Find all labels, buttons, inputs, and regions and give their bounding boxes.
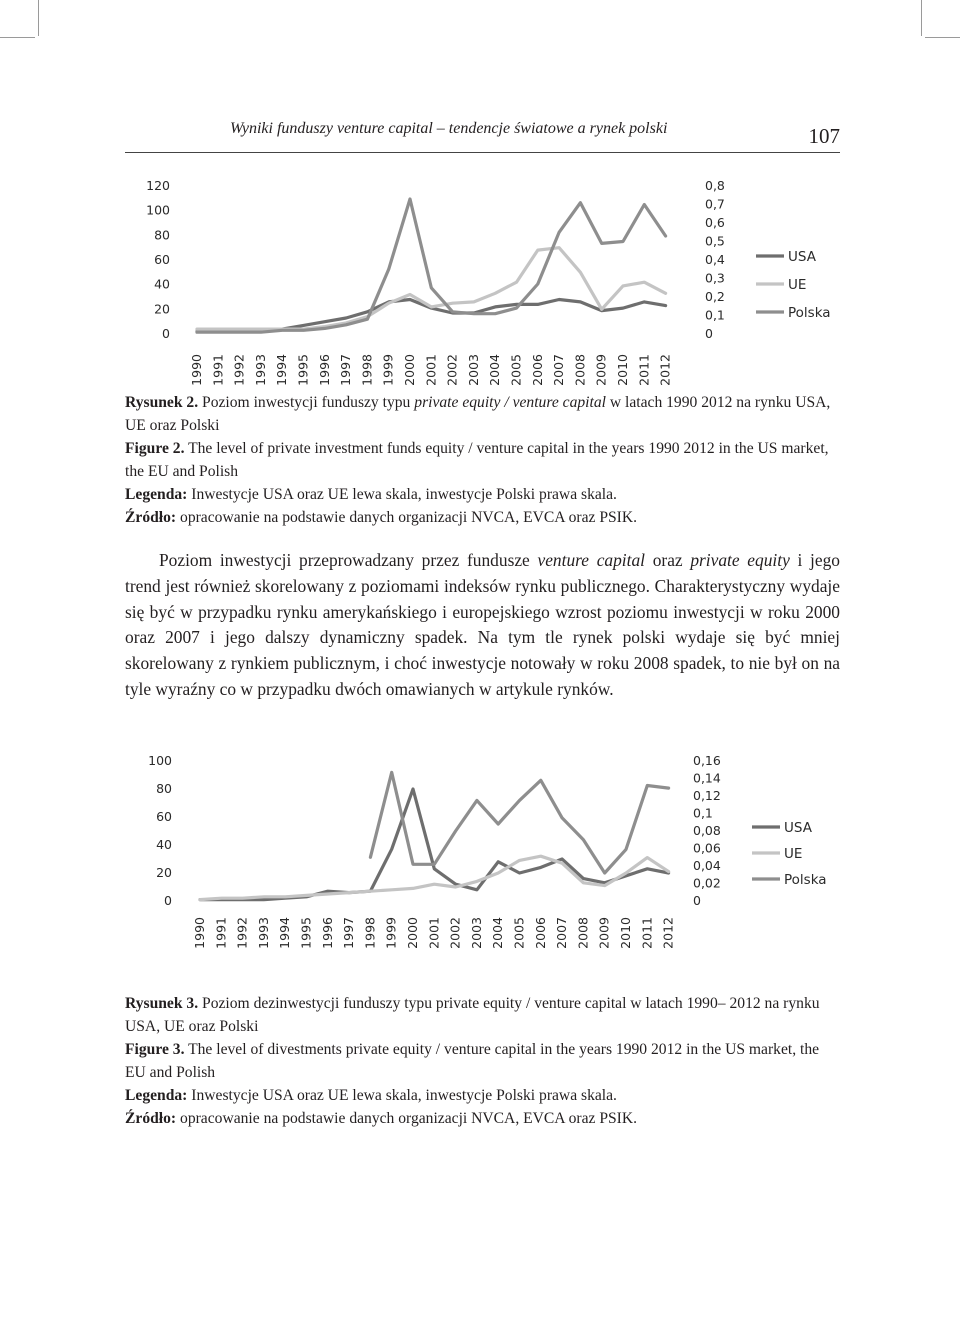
- right-axis-tick-label: 0,1: [705, 307, 725, 323]
- x-axis-tick-label: 2011: [636, 354, 652, 386]
- figure-3-caption-pl: [125, 992, 840, 1038]
- x-axis-tick-label: 1990: [192, 917, 207, 949]
- page-number: 107: [808, 124, 840, 148]
- figure-2-source: [125, 506, 840, 529]
- body-text-span: i jego trend jest również skorelowany z poziomami indeksów rynku publicznego. Charakterystyczny wydaje się być w przypadku rynku amerykańskiego i europejskiego wzrost poziomu inwestycji w roku 2000 oraz 2007 i jego dalszy dynamiczny spadek. Na tym tle rynek polski wydaje się być mniej skorelowany z rynkiem publicznym, i choć inwestycje notowały w roku 2008 spadek, to nie był on na tyle wyraźny co w przypadku dwóch omawianych w artykule rynków.: [125, 550, 840, 699]
- x-axis-tick-label: 2006: [529, 354, 545, 386]
- right-axis-tick-label: 0,14: [693, 770, 721, 786]
- x-axis-tick-label: 2000: [405, 917, 420, 949]
- caption-text: Inwestycje USA oraz UE lewa skala, inwestycje Polski prawa skala.: [187, 1087, 617, 1104]
- caption-text: w latach 1990 2012 na rynku USA, UE oraz Polski: [125, 394, 831, 434]
- figure-2-svg: [0, 170, 960, 390]
- x-axis-tick-label: 2009: [593, 354, 609, 386]
- x-axis-tick-label: 2004: [490, 917, 506, 949]
- left-axis-tick-label: 0: [162, 326, 170, 341]
- x-axis-tick-label: 2001: [423, 354, 439, 386]
- left-axis-tick-label: 60: [154, 252, 170, 267]
- crop-mark: [0, 37, 35, 38]
- figure-3-legend-note: [125, 1084, 840, 1107]
- right-axis-tick-label: 0,3: [705, 270, 725, 286]
- series-line-polska: [197, 199, 666, 332]
- right-axis-tick-label: 0: [693, 893, 701, 908]
- legend-label-ue: UE: [788, 277, 807, 293]
- x-axis-tick-label: 1994: [274, 354, 290, 386]
- legend-label-polska: Polska: [784, 872, 827, 888]
- caption-text-italic: private equity / venture capital: [414, 394, 606, 411]
- x-axis-tick-label: 1994: [277, 917, 293, 949]
- right-axis-tick-label: 0,08: [693, 823, 721, 838]
- caption-label: Rysunek 3.: [125, 995, 199, 1012]
- x-axis-tick-label: 1997: [341, 917, 357, 949]
- body-text-span: Poziom inwestycji przeprowadzany przez fundusze: [159, 550, 538, 570]
- crop-mark: [921, 0, 922, 36]
- running-header: [125, 118, 840, 153]
- caption-text: The level of private investment funds equity / venture capital in the years 1990 2012 in the US market, the EU and Polish: [125, 440, 829, 480]
- right-axis-tick-label: 0,8: [705, 178, 725, 193]
- x-axis-tick-label: 1991: [210, 354, 226, 386]
- series-line-usa: [197, 300, 666, 332]
- figure-3-source: [125, 1107, 840, 1130]
- x-axis-tick-label: 2008: [572, 354, 588, 386]
- caption-label: Rysunek 2.: [125, 394, 199, 411]
- left-axis-tick-label: 120: [146, 178, 170, 193]
- x-axis-tick-label: 2011: [639, 917, 655, 949]
- x-axis-tick-label: 1995: [295, 354, 311, 386]
- x-axis-tick-label: 1993: [255, 917, 271, 949]
- x-axis-tick-label: 1998: [362, 917, 378, 949]
- caption-label: Źródło:: [125, 509, 177, 526]
- left-axis-tick-label: 20: [156, 865, 172, 880]
- legend-label-polska: Polska: [788, 305, 831, 321]
- right-axis-tick-label: 0,6: [705, 215, 725, 230]
- left-axis-tick-label: 100: [148, 753, 172, 768]
- left-axis-tick-label: 100: [146, 202, 170, 218]
- figure-3-caption: [125, 992, 840, 1130]
- x-axis-tick-label: 2002: [444, 354, 460, 386]
- x-axis-tick-label: 2009: [596, 917, 612, 949]
- x-axis-tick-label: 2012: [657, 354, 673, 386]
- left-axis-tick-label: 40: [154, 276, 170, 292]
- x-axis-tick-label: 2000: [402, 354, 417, 386]
- x-axis-tick-label: 2010: [615, 354, 630, 386]
- x-axis-tick-label: 2005: [511, 917, 527, 949]
- x-axis-tick-label: 2003: [465, 354, 481, 386]
- x-axis-tick-label: 2002: [447, 917, 463, 949]
- figure-3-chart: [0, 745, 960, 955]
- body-text-span: oraz: [645, 550, 691, 570]
- x-axis-tick-label: 2007: [551, 354, 567, 386]
- caption-text: Inwestycje USA oraz UE lewa skala, inwestycje Polski prawa skala.: [187, 486, 617, 503]
- right-axis-tick-label: 0,1: [693, 805, 713, 821]
- left-axis-tick-label: 20: [154, 301, 170, 317]
- x-axis-tick-label: 2008: [575, 917, 591, 949]
- caption-label: Legenda:: [125, 486, 188, 503]
- x-axis-tick-label: 2003: [468, 917, 484, 949]
- figure-2-chart: [0, 170, 960, 390]
- right-axis-tick-label: 0,7: [705, 196, 725, 212]
- right-axis-tick-label: 0,16: [693, 753, 721, 768]
- legend-label-ue: UE: [784, 846, 803, 862]
- x-axis-tick-label: 2012: [660, 917, 676, 949]
- right-axis-tick-label: 0,2: [705, 289, 725, 304]
- x-axis-tick-label: 2005: [508, 354, 524, 386]
- crop-mark: [925, 37, 960, 38]
- caption-label: Źródło:: [125, 1110, 177, 1127]
- figure-3-caption-en: [125, 1038, 840, 1084]
- x-axis-tick-label: 1995: [298, 917, 314, 949]
- caption-text: opracowanie na podstawie danych organizacji NVCA, EVCA oraz PSIK.: [176, 1110, 638, 1127]
- figure-2-caption: [125, 391, 840, 529]
- legend-label-usa: USA: [784, 820, 812, 836]
- figure-2-caption-en: [125, 437, 840, 483]
- body-text-italic: venture capital: [537, 550, 645, 570]
- figure-2-caption-pl: [125, 391, 840, 437]
- x-axis-tick-label: 1990: [189, 354, 204, 386]
- legend-label-usa: USA: [788, 249, 816, 265]
- caption-text: Poziom inwestycji funduszy typu: [198, 394, 415, 411]
- caption-text: opracowanie na podstawie danych organizacji NVCA, EVCA oraz PSIK.: [176, 509, 638, 526]
- left-axis-tick-label: 0: [164, 893, 172, 908]
- header-title: Wyniki funduszy venture capital – tendencje światowe a rynek polski: [230, 120, 668, 137]
- body-text-italic: private equity: [690, 550, 790, 570]
- right-axis-tick-label: 0,4: [705, 252, 725, 267]
- left-axis-tick-label: 40: [156, 837, 172, 852]
- left-axis-tick-label: 80: [154, 227, 170, 243]
- x-axis-tick-label: 1999: [383, 917, 399, 949]
- x-axis-tick-label: 1998: [359, 354, 375, 386]
- x-axis-tick-label: 1999: [380, 354, 396, 386]
- x-axis-tick-label: 1992: [234, 917, 250, 949]
- caption-label: Figure 2.: [125, 440, 185, 457]
- crop-mark: [38, 0, 39, 36]
- figure-3-svg: [0, 745, 960, 955]
- x-axis-tick-label: 2004: [487, 354, 503, 386]
- caption-label: Figure 3.: [125, 1041, 185, 1058]
- right-axis-tick-label: 0,06: [693, 840, 721, 856]
- right-axis-tick-label: 0,12: [693, 788, 721, 803]
- x-axis-tick-label: 2010: [618, 917, 633, 949]
- series-line-polska: [370, 772, 668, 873]
- right-axis-tick-label: 0,02: [693, 875, 721, 891]
- right-axis-tick-label: 0: [705, 326, 713, 341]
- x-axis-tick-label: 1996: [316, 354, 332, 386]
- caption-label: Legenda:: [125, 1087, 188, 1104]
- x-axis-tick-label: 2007: [554, 917, 570, 949]
- x-axis-tick-label: 1997: [338, 354, 354, 386]
- body-paragraph: [125, 548, 840, 703]
- right-axis-tick-label: 0,5: [705, 233, 725, 249]
- x-axis-tick-label: 2006: [532, 917, 548, 949]
- x-axis-tick-label: 2001: [426, 917, 442, 949]
- caption-text: The level of divestments private equity / venture capital in the years 1990 2012 in the US market, the EU and Polish: [125, 1041, 820, 1081]
- figure-2-legend-note: [125, 483, 840, 506]
- x-axis-tick-label: 1996: [319, 917, 335, 949]
- caption-text: Poziom dezinwestycji funduszy typu private equity / venture capital w latach 1990– 2012 na rynku USA, UE oraz Polski: [125, 995, 820, 1035]
- x-axis-tick-label: 1991: [213, 917, 229, 949]
- left-axis-tick-label: 80: [156, 781, 172, 796]
- right-axis-tick-label: 0,04: [693, 858, 721, 873]
- left-axis-tick-label: 60: [156, 809, 172, 824]
- x-axis-tick-label: 1992: [231, 354, 247, 386]
- x-axis-tick-label: 1993: [252, 354, 268, 386]
